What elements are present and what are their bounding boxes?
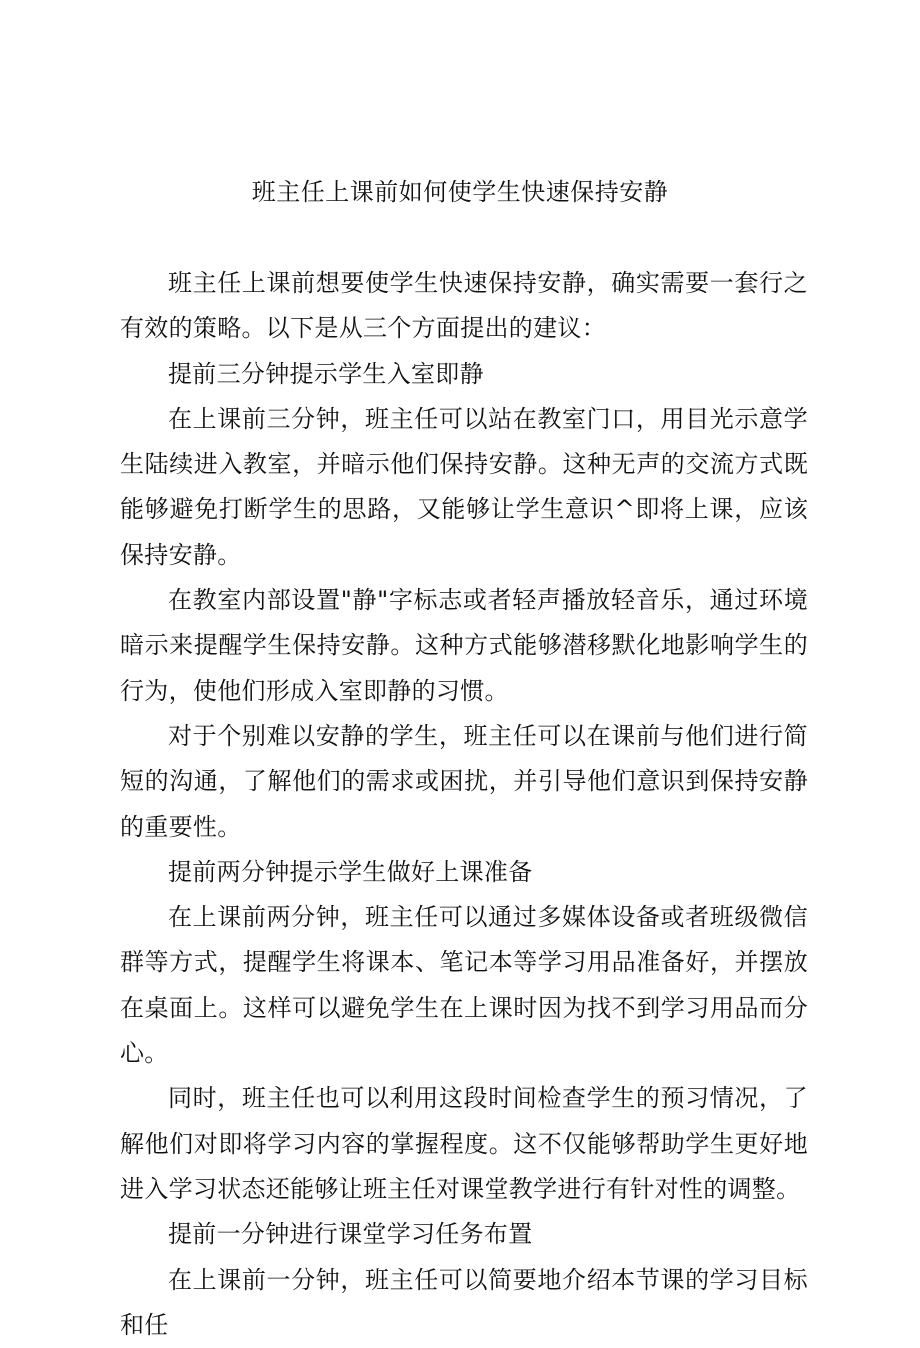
paragraph: 在上课前三分钟，班主任可以站在教室门口，用目光示意学生陆续进入教室，并暗示他们保持安静。这种无声的交流方式既能够避免打断学生的思路，又能够让学生意识^即将上课，应该保持安静。 [120, 404, 808, 569]
paragraph: 在上课前两分钟，班主任可以通过多媒体设备或者班级微信群等方式，提醒学生将课本、笔记本等学习用品准备好，并摆放在桌面上。这样可以避免学生在上课时因为找不到学习用品而分心。 [120, 903, 808, 1068]
document-body [120, 261, 808, 1348]
section-heading-one-minute: 提前一分钟进行课堂学习任务布置 [168, 1220, 533, 1249]
paragraph: 在上课前一分钟，班主任可以简要地介绍本节课的学习目标和任 [120, 1265, 808, 1339]
document-title: 班主任上课前如何使学生快速保持安静 [251, 178, 669, 206]
paragraph: 对于个别难以安静的学生，班主任可以在课前与他们进行简短的沟通，了解他们的需求或困扰，并引导他们意识到保持安静的重要性。 [120, 721, 808, 841]
intro-paragraph: 班主任上课前想要使学生快速保持安静，确实需要一套行之有效的策略。以下是从三个方面提出的建议： [120, 269, 808, 343]
section-heading-three-minutes: 提前三分钟提示学生入室即静 [168, 359, 484, 388]
paragraph: 同时，班主任也可以利用这段时间检查学生的预习情况，了解他们对即将学习内容的掌握程度。这不仅能够帮助学生更好地进入学习状态还能够让班主任对课堂教学进行有针对性的调整。 [120, 1084, 808, 1203]
paragraph: 在教室内部设置"静"字标志或者轻声播放轻音乐，通过环境暗示来提醒学生保持安静。这种方式能够潜移默化地影响学生的行为，使他们形成入室即静的习惯。 [120, 586, 808, 705]
section-heading-two-minutes: 提前两分钟提示学生做好上课准备 [168, 857, 533, 886]
